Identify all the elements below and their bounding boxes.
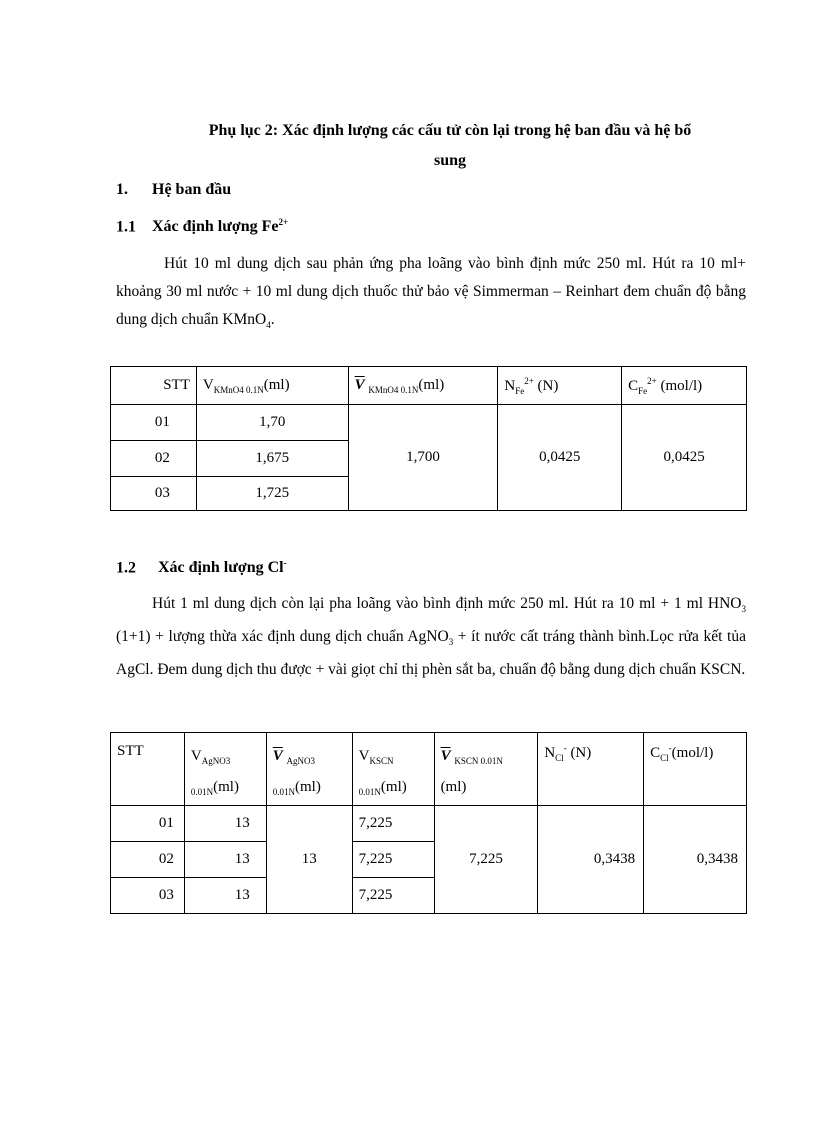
cl-titration-table bbox=[110, 732, 747, 914]
table-row: 02 13 7,225 bbox=[111, 842, 747, 878]
header-vbar-agno3: $\overline{V}$ $_{AgNO3}$ $_{0.01N}$(ml) bbox=[266, 733, 352, 806]
n-value: 0,0425 bbox=[498, 405, 622, 511]
section-1-heading: 1. Hệ ban đầu bbox=[116, 181, 232, 198]
vbar-value: 1,700 bbox=[348, 405, 498, 511]
table-row: 01 13 13 7,225 7,225 0,3438 0,3438 bbox=[111, 806, 747, 842]
header-v-kmno4: $V_{KMnO4 0.1N}(ml)$ bbox=[196, 367, 348, 405]
header-c-cl: $C_{Cl}^-(mol/l)$ bbox=[644, 733, 747, 806]
fe-titration-table bbox=[110, 366, 747, 511]
n-cl-value: 0,3438 bbox=[538, 806, 644, 914]
table-row: 02 1,675 bbox=[111, 441, 747, 477]
table-header-row bbox=[111, 367, 747, 405]
header-vbar-kscn: $\overline{V}$ $_{KSCN 0.01N}$ (ml) bbox=[434, 733, 538, 806]
section-1-1-heading: 1.1 Xác định lượng $Fe^{2+}$ bbox=[116, 217, 289, 236]
vbar-agno3-value: 13 bbox=[266, 806, 352, 914]
header-stt: STT bbox=[111, 733, 185, 806]
table-header-row bbox=[111, 733, 747, 806]
table-row: 03 1,725 bbox=[111, 477, 747, 511]
c-cl-value: 0,3438 bbox=[644, 806, 747, 914]
header-v-agno3: $V_{AgNO3}$ $_{0.01N}$(ml) bbox=[184, 733, 266, 806]
page-title bbox=[120, 116, 780, 176]
header-stt: STT bbox=[111, 367, 197, 405]
title-line-2: sung bbox=[433, 152, 467, 169]
header-n-cl: $N_{Cl}^-$ (N) bbox=[538, 733, 644, 806]
section-1-1-paragraph: Hút 10 ml dung dịch sau phản ứng pha loãng vào bình định mức 250 ml. Hút ra 10 ml+ khoảng 30 ml nước + 10 ml dung dịch thuốc thử bảo vệ Simmerman – Reinhart đem chuẩn độ bằng dung dịch chuẩn KMnO$_4$. bbox=[116, 255, 746, 331]
header-c-fe: $C_{Fe}^{2+}$ (mol/l) bbox=[622, 367, 747, 405]
header-vbar-kmno4: $\overline{V}$ $_{KMnO4 0.1N}$(ml) bbox=[348, 367, 498, 405]
section-1-2-heading: 1.2 Xác định lượng Cl- bbox=[116, 558, 287, 577]
table-row: 03 13 7,225 bbox=[111, 878, 747, 914]
title-line-1: Phụ lục 2: Xác định lượng các cấu tử còn lại trong hệ ban đầu và hệ bổ bbox=[208, 122, 692, 139]
header-n-fe: $N_{Fe}^{2+}$ (N) bbox=[498, 367, 622, 405]
header-v-kscn: $V_{KSCN}$ $_{0.01N}$(ml) bbox=[352, 733, 434, 806]
c-value: 0,0425 bbox=[622, 405, 747, 511]
section-1-2-paragraph: Hút 1 ml dung dịch còn lại pha loãng vào bình định mức 250 ml. Hút ra 10 ml + 1 ml $HNO_3$ (1+1) + lượng thừa xác định dung dịch chuẩn AgNO$_3$ + ít nước cất tráng thành bình.Lọc rửa kết tủa AgCl. Đem dung dịch thu được + vài giọt chỉ thị phèn sắt ba, chuẩn độ bằng dung dịch chuẩn KSCN. bbox=[116, 595, 746, 679]
vbar-kscn-value: 7,225 bbox=[434, 806, 538, 914]
table-row: 01 1,70 1,700 0,0425 0,0425 bbox=[111, 405, 747, 441]
